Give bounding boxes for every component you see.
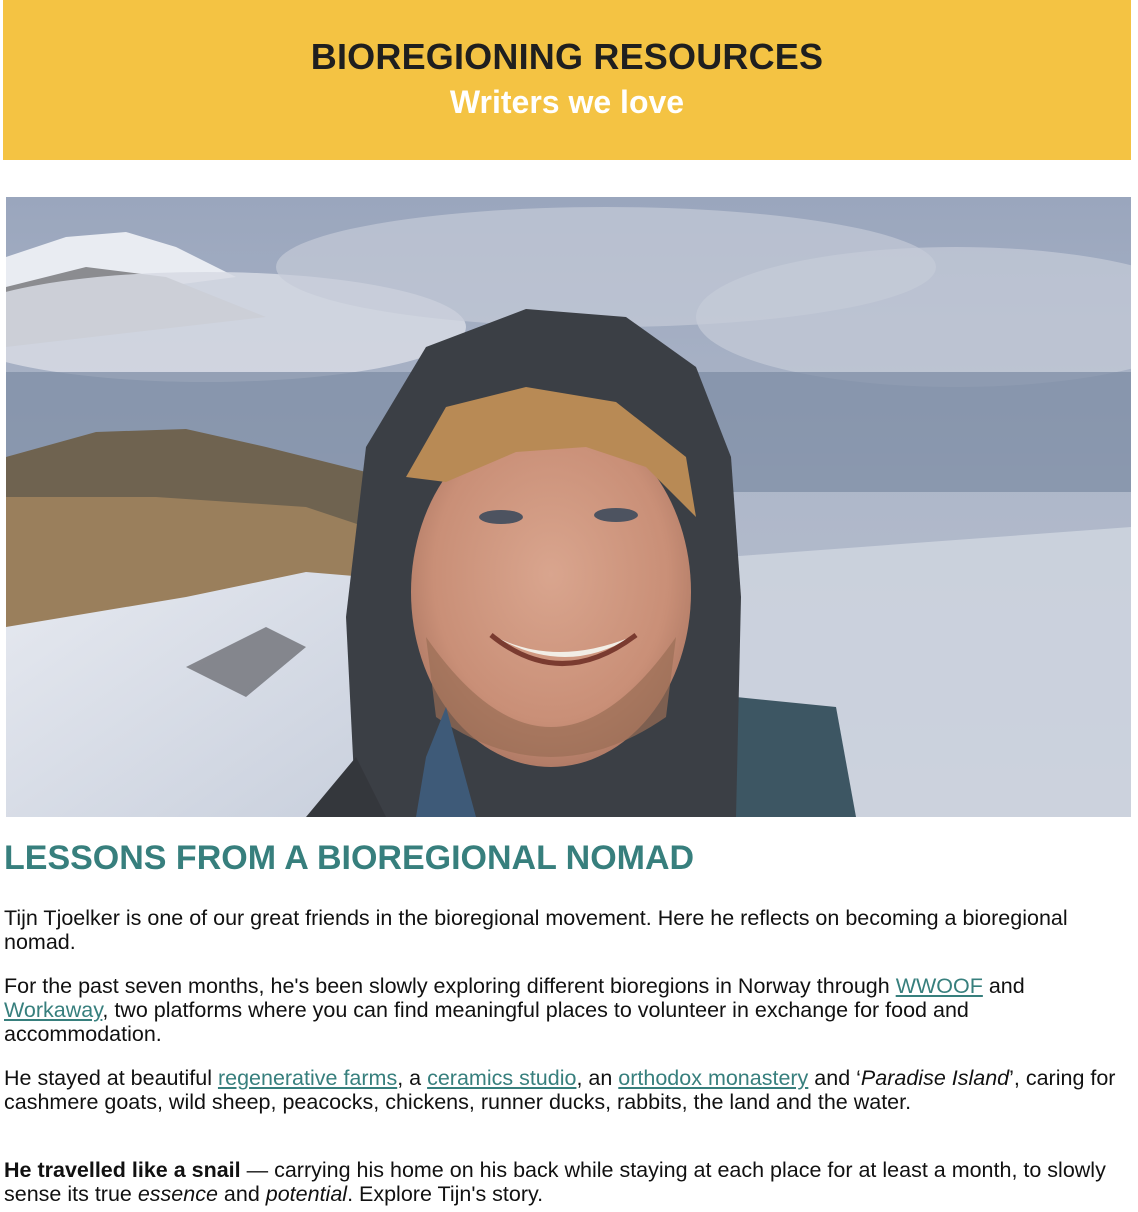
ceramics-studio-link[interactable]: ceramics studio	[427, 1066, 577, 1090]
essence-text: essence	[137, 1182, 218, 1206]
text-span: , two platforms where you can find meaningful places to volunteer in exchange for food and accommodation.	[4, 998, 969, 1046]
header-subtitle: Writers we love	[449, 84, 685, 120]
header-title: BIOREGIONING RESOURCES	[310, 36, 824, 77]
wwoof-link[interactable]: WWOOF	[895, 974, 983, 998]
workaway-link[interactable]: Workaway	[4, 998, 103, 1022]
platforms-paragraph	[4, 974, 1124, 1046]
snail-bold-text: He travelled like a snail	[4, 1158, 241, 1182]
intro-paragraph: Tijn Tjoelker is one of our great friends in the bioregional movement. Here he reflects on becoming a bioregional nomad.	[4, 906, 1068, 954]
text-span: ’, caring for cashmere goats, wild sheep, peacocks, chickens, runner ducks, rabbits, the land and the water.	[4, 1066, 1116, 1114]
text-span: and	[217, 1182, 266, 1206]
text-span: , an	[576, 1066, 619, 1090]
text-span: and	[982, 974, 1025, 998]
regenerative-farms-link[interactable]: regenerative farms	[217, 1066, 398, 1090]
hero-photo	[6, 197, 1131, 817]
text-span: He stayed at beautiful	[4, 1066, 218, 1090]
text-span: , a	[397, 1066, 428, 1090]
paradise-island-text: Paradise Island	[860, 1066, 1010, 1090]
potential-text: potential	[265, 1182, 348, 1206]
article-headline: LESSONS FROM A BIOREGIONAL NOMAD	[4, 839, 695, 877]
places-paragraph	[4, 1066, 1124, 1114]
text-span: For the past seven months, he's been slowly exploring different bioregions in Norway through	[4, 974, 896, 998]
text-span: — carrying his home on his back while staying at each place for at least a month, to slowly sense its true	[4, 1158, 1106, 1206]
orthodox-monastery-link[interactable]: orthodox monastery	[618, 1066, 809, 1090]
text-span: . Explore Tijn's story.	[347, 1182, 544, 1206]
text-span: and ‘	[808, 1066, 861, 1090]
snail-paragraph	[4, 1158, 1124, 1206]
header-banner	[3, 0, 1131, 160]
